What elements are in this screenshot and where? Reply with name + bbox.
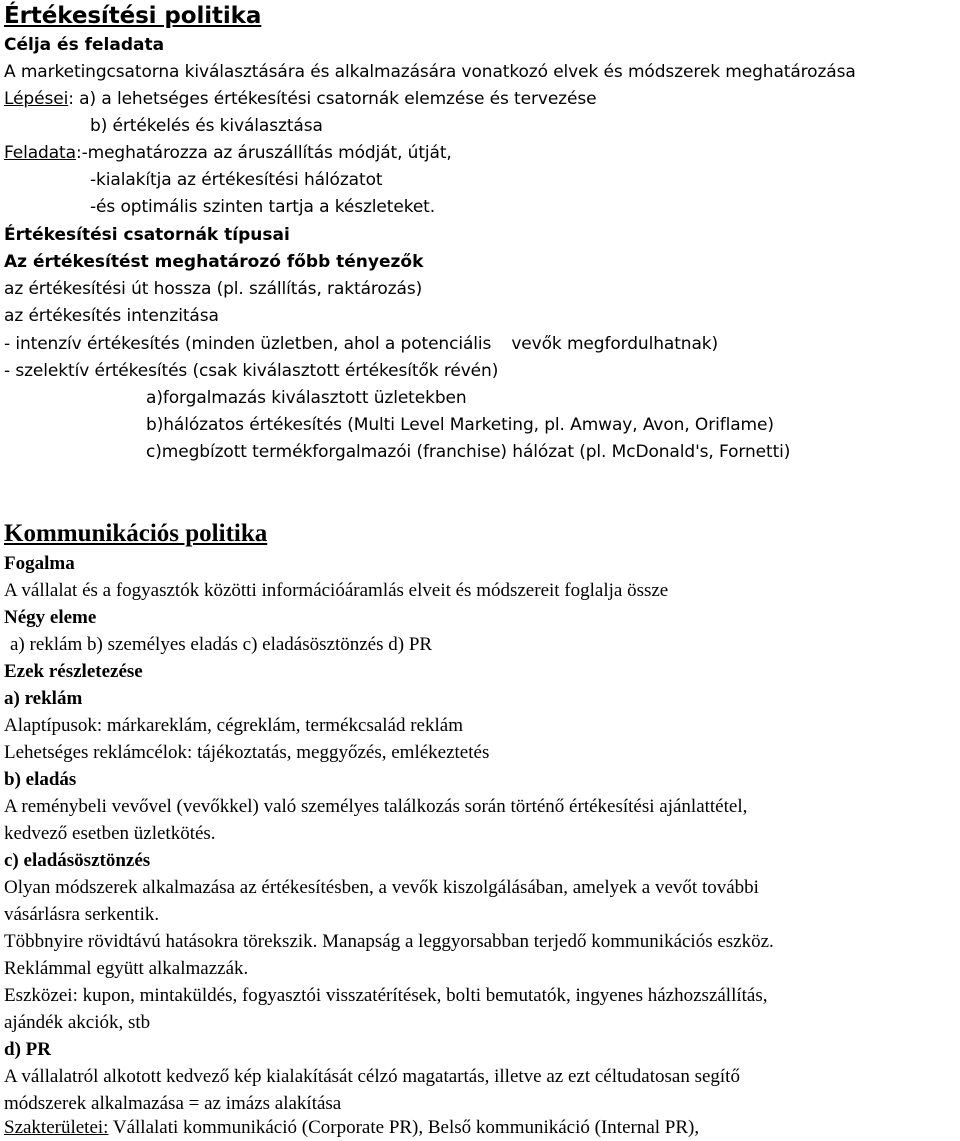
- eladas-2: kedvező esetben üzletkötés.: [4, 823, 216, 844]
- osztonzes-3: Többnyire rövidtávú hatásokra törekszik. Manapság a leggyorsabban terjedő kommunikációs eszköz.: [4, 931, 774, 952]
- section-title-ertekesitesi: Értékesítési politika: [4, 3, 262, 29]
- osztonzes-4: Reklámmal együtt alkalmazzák.: [4, 958, 249, 979]
- negy-heading: Négy eleme: [4, 607, 97, 628]
- ut-hossza: az értékesítési út hossza (pl. szállítás, raktározás): [4, 279, 423, 299]
- intro-text: A marketingcsatorna kiválasztására és alkalmazására vonatkozó elvek és módszerek meghatározása: [4, 62, 856, 82]
- reklam-heading: a) reklám: [4, 688, 83, 709]
- forgalmazas: a)forgalmazás kiválasztott üzletekben: [146, 388, 467, 408]
- csatornak-heading: Értékesítési csatornák típusai: [4, 225, 290, 245]
- feladata-line: [4, 143, 452, 163]
- szakteruletei-label: Szakterületei:: [4, 1117, 109, 1138]
- reszletezes-heading: Ezek részletezése: [4, 661, 143, 682]
- osztonzes-5: Eszközei: kupon, mintaküldés, fogyasztói visszatérítések, bolti bemutatók, ingyenes házhozszállítás,: [4, 985, 768, 1006]
- pr-1: A vállalatról alkotott kedvező kép kialakítását célzó magatartás, illetve az ezt céltudatosan segítő: [4, 1066, 740, 1087]
- eladas-1: A reménybeli vevővel (vevőkkel) való személyes találkozás során történő értékesítési ajánlattétel,: [4, 796, 748, 817]
- pr-2: módszerek alkalmazása = az imázs alakítása: [4, 1093, 342, 1114]
- eladas-heading: b) eladás: [4, 769, 77, 790]
- lepesei-a: : a) a lehetséges értékesítési csatornák elemzése és tervezése: [68, 89, 597, 109]
- halozatos: b)hálózatos értékesítés (Multi Level Marketing, pl. Amway, Avon, Oriflame): [146, 415, 774, 435]
- intenziv-b: vevők megfordulhatnak): [511, 334, 719, 354]
- fogalma-heading: Fogalma: [4, 553, 75, 574]
- celja-heading: Célja és feladata: [4, 35, 165, 55]
- lepesei-b: b) értékelés és kiválasztása: [90, 116, 323, 136]
- feladata-1: :-meghatározza az áruszállítás módját, útját,: [75, 143, 452, 163]
- pr-heading: d) PR: [4, 1039, 51, 1060]
- intenzitas: az értékesítés intenzitása: [4, 306, 219, 326]
- osztonzes-heading: c) eladásösztönzés: [4, 850, 151, 871]
- feladata-3: -és optimális szinten tartja a készleteket.: [90, 197, 436, 217]
- intenziv-a: - intenzív értékesítés (minden üzletben, ahol a potenciális: [4, 334, 492, 354]
- tenyezok-heading: Az értékesítést meghatározó főbb tényezők: [4, 252, 424, 272]
- feladata-2: -kialakítja az értékesítési hálózatot: [90, 170, 383, 190]
- reklam-2: Lehetséges reklámcélok: tájékoztatás, meggyőzés, emlékeztetés: [4, 742, 490, 763]
- intenziv-line: [4, 334, 718, 354]
- megbizott: c)megbízott termékforgalmazói (franchise) hálózat (pl. McDonald's, Fornetti): [146, 442, 791, 462]
- szelektiv: - szelektív értékesítés (csak kiválasztott értékesítők révén): [4, 361, 499, 381]
- lepesei-line: [4, 89, 596, 109]
- feladata-label: Feladata: [4, 143, 76, 163]
- szakteruletei-text: Vállalati kommunikáció (Corporate PR), Belső kommunikáció (Internal PR),: [108, 1117, 700, 1138]
- fogalma-text: A vállalat és a fogyasztók közötti információáramlás elveit és módszereit foglalja össze: [4, 580, 669, 601]
- osztonzes-6: ajándék akciók, stb: [4, 1012, 151, 1033]
- negy-text: a) reklám b) személyes eladás c) eladásösztönzés d) PR: [10, 634, 433, 655]
- osztonzes-2: vásárlásra serkentik.: [4, 904, 160, 925]
- lepesei-label: Lépései: [4, 89, 69, 109]
- reklam-1: Alaptípusok: márkareklám, cégreklám, termékcsalád reklám: [4, 715, 463, 736]
- section-title-kommunikacios: Kommunikációs politika: [4, 520, 268, 547]
- szakteruletei-line: [4, 1117, 699, 1139]
- osztonzes-1: Olyan módszerek alkalmazása az értékesítésben, a vevők kiszolgálásában, amelyek a vevőt további: [4, 877, 759, 898]
